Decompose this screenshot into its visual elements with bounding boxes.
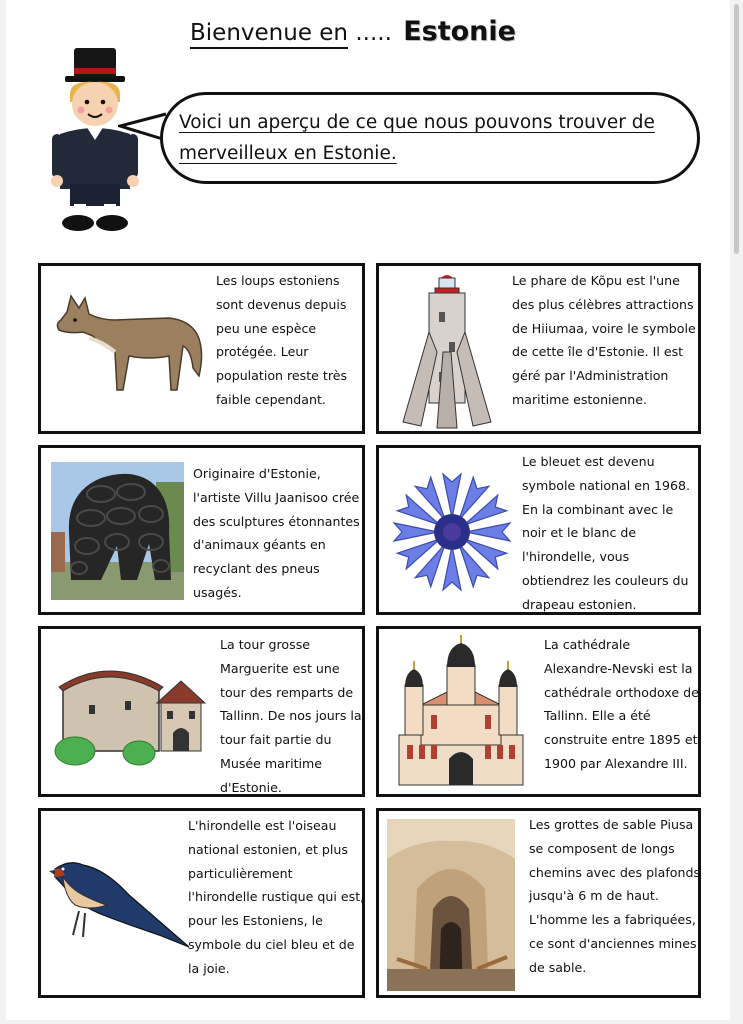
- card-cornflower-text: Le bleuet est devenu symbole national en 1968. En la combinant avec le noir et le blanc de l'hirondelle, vous obtiendrez les couleurs du drapeau estonien.: [522, 454, 691, 612]
- card-lighthouse-text: Le phare de Kõpu est l'une des plus célèbres attractions de Hiiumaa, voire le symbole de cette île d'Estonie. Il est géré par l'Administration maritime estonienne.: [512, 273, 696, 407]
- sand-cave-photo: [387, 819, 515, 991]
- cathedral-icon: [391, 635, 531, 789]
- wolf-icon: [49, 290, 209, 400]
- fat-margaret-tower-icon: [49, 655, 211, 767]
- card-caves: [376, 808, 701, 998]
- card-wolf: [38, 263, 365, 434]
- title-dots: .....: [355, 20, 392, 46]
- tire-sculpture-photo: [51, 462, 184, 600]
- scrollbar[interactable]: [734, 4, 739, 254]
- lighthouse-icon: [397, 272, 497, 430]
- card-tower-text: La tour grosse Marguerite est une tour des remparts de Tallinn. De nos jours la tour fait partie du Musée maritime d'Estonie.: [220, 637, 362, 795]
- card-swallow: [38, 808, 365, 998]
- card-cornflower: [376, 445, 701, 615]
- card-cathedral-text: La cathédrale Alexandre-Nevski est la cathédrale orthodoxe de Tallinn. Elle a été construite entre 1895 et 1900 par Alexandre III.: [544, 637, 699, 771]
- cornflower-icon: [389, 464, 515, 600]
- title-country: Estonie: [403, 16, 516, 47]
- title-prefix: Bienvenue en: [190, 20, 348, 49]
- card-caves-text: Les grottes de sable Piusa se composent de longs chemins avec des plafonds jusqu'à 6 m de haut. L'homme les a fabriquées, ce sont d'anciennes mines de sable.: [529, 817, 701, 975]
- card-swallow-text: L'hirondelle est l'oiseau national estonien, et plus particulièrement l'hirondelle rustique qui est, pour les Estoniens, le symbole du ciel bleu et de la joie.: [188, 818, 365, 976]
- card-sculpture-text: Originaire d'Estonie, l'artiste Villu Jaanisoo crée des sculptures étonnantes d'animaux géants en recyclant des pneus usagés.: [193, 466, 360, 600]
- swallow-icon: [49, 855, 191, 955]
- card-sculpture: [38, 445, 365, 615]
- card-cathedral: [376, 626, 701, 797]
- card-tower: [38, 626, 365, 797]
- page-title: [190, 16, 516, 47]
- speech-bubble: [160, 92, 700, 184]
- card-wolf-text: Les loups estoniens sont devenus depuis peu une espèce protégée. Leur population reste très faible cependant.: [216, 273, 348, 407]
- speech-text: Voici un aperçu de ce que nous pouvons trouver de merveilleux en Estonie.: [179, 112, 655, 164]
- card-lighthouse: [376, 263, 701, 434]
